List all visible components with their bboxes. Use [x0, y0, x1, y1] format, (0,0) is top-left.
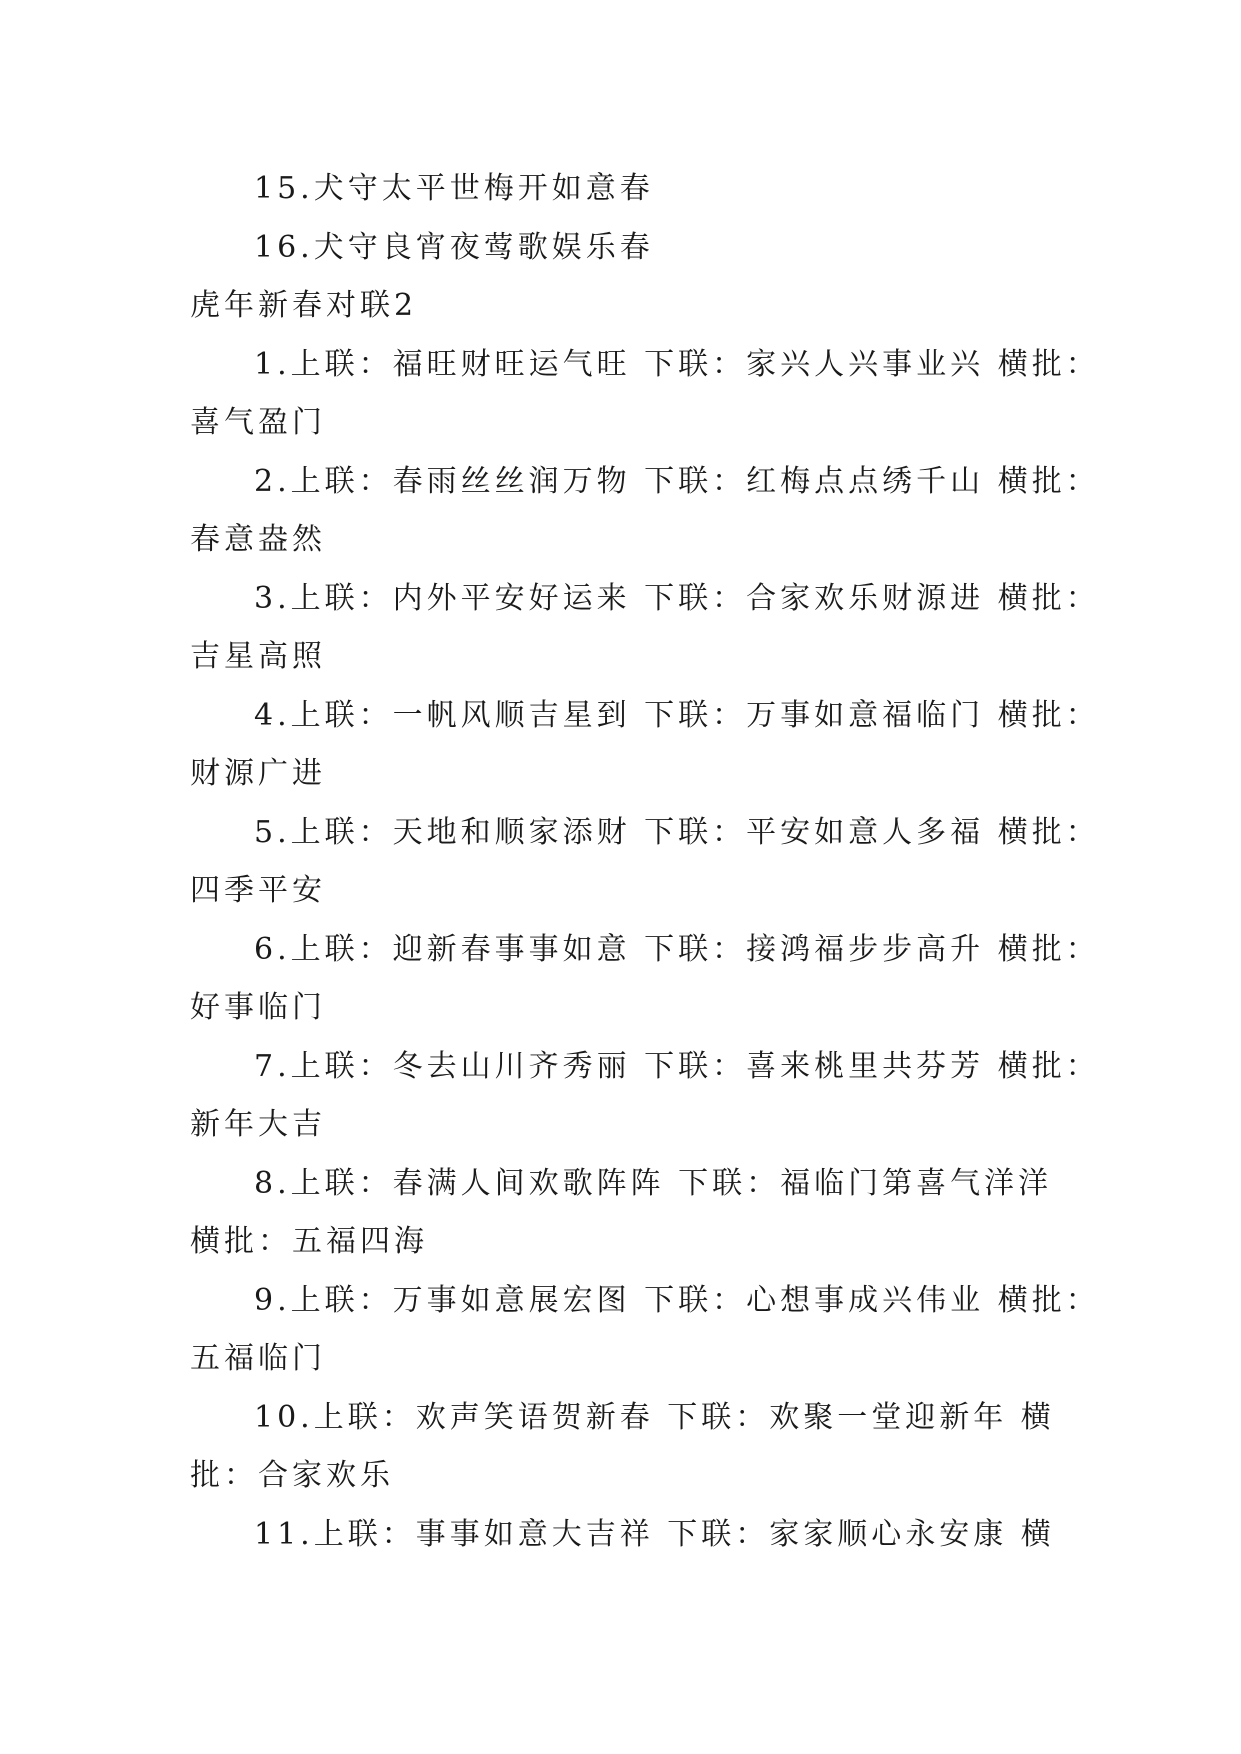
text-line: 10.上联：欢声笑语贺新春 下联：欢聚一堂迎新年 横: [254, 1399, 1055, 1435]
text-line: 四季平安: [190, 873, 326, 908]
text-line: 3.上联：内外平安好运来 下联：合家欢乐财源进 横批：: [254, 580, 1100, 616]
text-line: 春意盎然: [190, 522, 326, 557]
text-line: 15.犬守太平世梅开如意春: [254, 171, 654, 206]
text-line: 批：合家欢乐: [190, 1458, 394, 1493]
text-line: 2.上联：春雨丝丝润万物 下联：红梅点点绣千山 横批：: [254, 463, 1100, 499]
text-line: 4.上联：一帆风顺吉星到 下联：万事如意福临门 横批：: [254, 697, 1100, 733]
text-line: 16.犬守良宵夜莺歌娱乐春: [254, 229, 654, 265]
text-line: 喜气盈门: [190, 405, 326, 440]
section-heading: 虎年新春对联2: [190, 288, 418, 323]
text-line: 财源广进: [190, 756, 326, 791]
text-line: 新年大吉: [190, 1107, 326, 1142]
text-line: 5.上联：天地和顺家添财 下联：平安如意人多福 横批：: [254, 814, 1100, 850]
text-line: 9.上联：万事如意展宏图 下联：心想事成兴伟业 横批：: [254, 1282, 1100, 1318]
text-line: 吉星高照: [190, 639, 326, 674]
text-line: 五福临门: [190, 1341, 326, 1376]
text-line: 7.上联：冬去山川齐秀丽 下联：喜来桃里共芬芳 横批：: [254, 1048, 1100, 1084]
text-line: 6.上联：迎新春事事如意 下联：接鸿福步步高升 横批：: [254, 931, 1100, 967]
text-line: 8.上联：春满人间欢歌阵阵 下联：福临门第喜气洋洋: [254, 1165, 1053, 1201]
text-line: 11.上联：事事如意大吉祥 下联：家家顺心永安康 横: [254, 1516, 1055, 1552]
text-line: 横批：五福四海: [190, 1224, 428, 1259]
text-line: 1.上联：福旺财旺运气旺 下联：家兴人兴事业兴 横批：: [254, 346, 1100, 382]
text-line: 好事临门: [190, 990, 326, 1025]
